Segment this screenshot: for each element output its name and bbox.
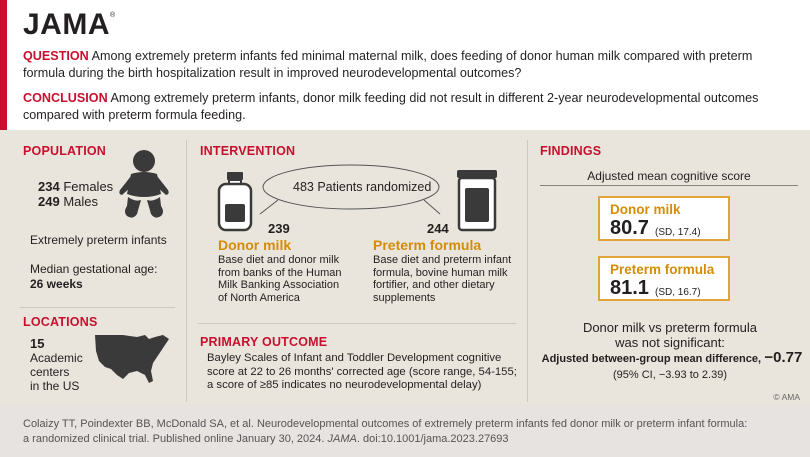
preterm-formula-sd: (SD, 16.7)	[655, 287, 701, 298]
question-label: QUESTION	[23, 49, 89, 63]
males-label: Males	[63, 194, 99, 209]
citation: Colaizy TT, Poindexter BB, McDonald SA, et al. Neurodevelopmental outcomes of extremely preterm infants fed donor milk or preterm infant formula: a randomized clinical trial. Published online January 30, 2024. JAMA. doi:10.1001/jama.2023.27693	[23, 418, 748, 445]
locations-line3: in the US	[30, 379, 80, 393]
findings-subtitle: Adjusted mean cognitive score	[587, 169, 751, 183]
preterm-formula-score: 81.1	[610, 277, 649, 299]
donor-milk-score: 80.7	[610, 217, 649, 239]
confidence-interval: (95% CI, −3.93 to 2.39)	[612, 369, 728, 381]
comparison-text: Donor milk vs preterm formula was not significant:	[582, 320, 758, 350]
intervention-title: INTERVENTION	[200, 144, 296, 158]
formula-can-icon	[455, 168, 499, 234]
males-count: 249	[38, 194, 60, 209]
gestational-age-label: Median gestational age:	[30, 262, 158, 276]
formula-count: 244	[427, 221, 449, 236]
footer	[0, 405, 810, 457]
randomized-text: 483 Patients randomized	[293, 180, 432, 194]
primary-outcome-title: PRIMARY OUTCOME	[200, 335, 328, 349]
mean-difference	[540, 350, 804, 367]
donor-arm-title: Donor milk	[218, 237, 292, 253]
section-divider	[198, 323, 516, 324]
locations-count: 15	[30, 336, 45, 351]
preterm-formula-label: Preterm formula	[610, 262, 715, 277]
copyright: © AMA	[773, 392, 800, 402]
question	[23, 48, 793, 82]
findings-underline	[540, 185, 798, 186]
males-line	[38, 194, 98, 209]
preterm-formula-score-box	[598, 256, 730, 301]
section-divider	[20, 307, 175, 308]
jama-logo: JAMA®	[23, 8, 116, 41]
us-map-icon	[93, 329, 173, 387]
donor-milk-score-box	[598, 196, 730, 241]
formula-arm-description: Base diet and preterm infant formula, bovine human milk fortifier, and other dietary supplements	[373, 254, 512, 304]
conclusion	[23, 90, 793, 124]
donor-milk-label: Donor milk	[610, 202, 681, 217]
question-text: Among extremely preterm infants fed minimal maternal milk, does feeding of donor human milk compared with preterm formula during the birth hospitalization result in improved neurodevelopmental outcomes?	[23, 49, 753, 80]
formula-arm-title: Preterm formula	[373, 237, 482, 253]
donor-count: 239	[268, 221, 290, 236]
locations-line1: Academic	[30, 351, 83, 365]
accent-bar	[0, 0, 7, 130]
baby-icon	[117, 146, 171, 220]
females-line	[38, 179, 113, 194]
header	[0, 0, 810, 130]
mean-difference-label: Adjusted between-group mean difference,	[541, 353, 762, 365]
gestational-age-value: 26 weeks	[30, 277, 83, 291]
locations-title: LOCATIONS	[23, 315, 98, 329]
locations-line2: centers	[30, 365, 70, 379]
conclusion-label: CONCLUSION	[23, 91, 108, 105]
population-description: Extremely preterm infants	[30, 233, 167, 247]
population-title: POPULATION	[23, 144, 107, 158]
donor-milk-bottle-icon	[215, 170, 255, 232]
conclusion-text: Among extremely preterm infants, donor milk feeding did not result in different 2-year neurodevelopmental outcomes compared with preterm formula feeding.	[23, 91, 759, 122]
findings-title: FINDINGS	[540, 144, 602, 158]
column-divider	[527, 140, 528, 402]
mean-difference-value: −0.77	[764, 349, 803, 366]
column-divider	[186, 140, 187, 402]
donor-milk-sd: (SD, 17.4)	[655, 227, 701, 238]
females-label: Females	[63, 179, 114, 194]
females-count: 234	[38, 179, 60, 194]
primary-outcome-text: Bayley Scales of Infant and Toddler Development cognitive score at 22 to 26 months' corrected age (score range, 54-155; a score of ≥85 indicates no neurodevelopmental delay)	[207, 352, 517, 391]
donor-arm-description: Base diet and donor milk from banks of the Human Milk Banking Association of North America	[218, 254, 342, 304]
